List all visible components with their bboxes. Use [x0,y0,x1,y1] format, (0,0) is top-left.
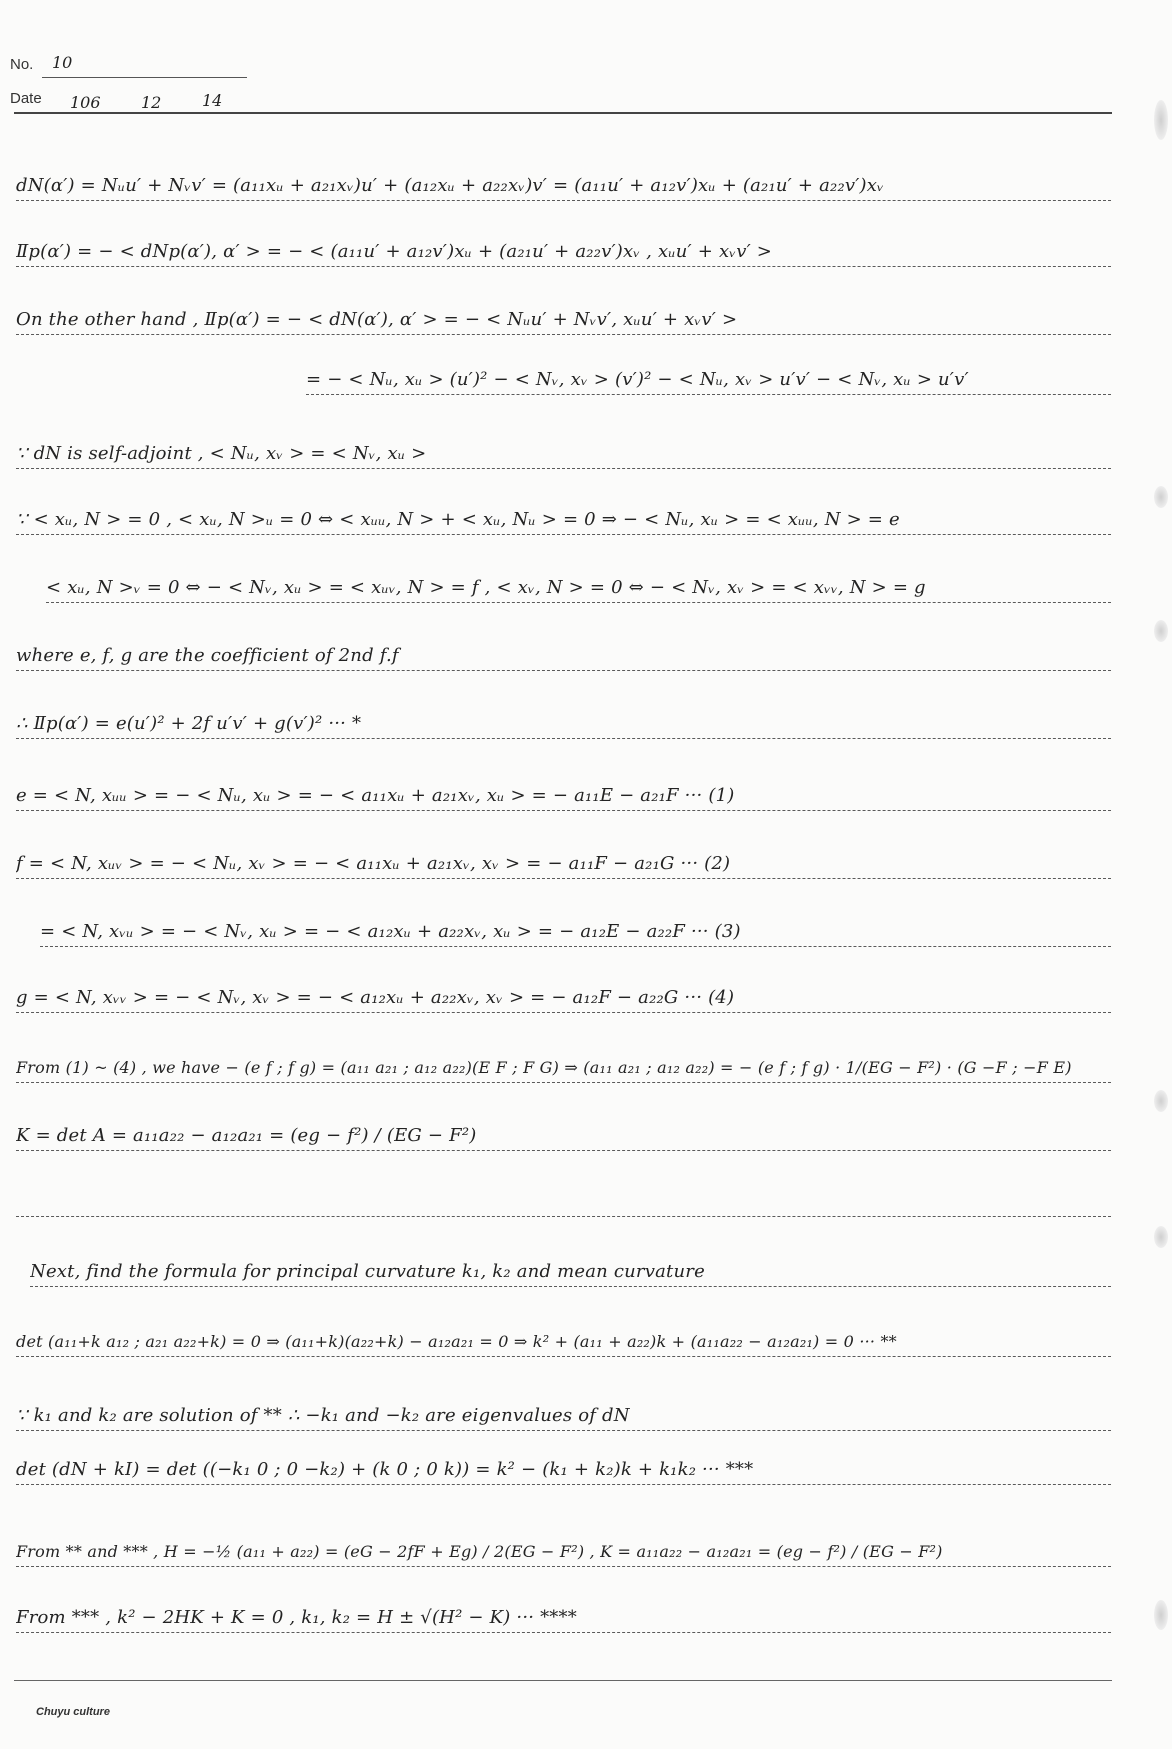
no-label: No. [10,56,34,73]
note-line: From ** and *** , H = −½ (a₁₁ + a₂₂) = (eG − 2fF + Eg) / 2(EG − F²) , K = a₁₁a₂₂ − a₁₂a₂₁ = (eg − f²) / (EG − F²) [16,1540,1111,1567]
note-line: On the other hand , Ⅱp(α′) = − < dN(α′), α′ > = − < Nᵤu′ + Nᵥv′, xᵤu′ + xᵥv′ > [16,308,1111,335]
binder-hole-mark [1154,1090,1168,1112]
note-line: f = < N, xᵤᵥ > = − < Nᵤ, xᵥ > = − < a₁₁xᵤ + a₂₁xᵥ, xᵥ > = − a₁₁F − a₂₁G ··· (2) [16,852,1111,879]
binder-hole-mark [1154,100,1168,140]
note-line: Ⅱp(α′) = − < dNp(α′), α′ > = − < (a₁₁u′ + a₁₂v′)xᵤ + (a₂₁u′ + a₂₂v′)xᵥ , xᵤu′ + xᵥv′ > [16,240,1111,267]
note-line: K = det A = a₁₁a₂₂ − a₁₂a₂₁ = (eg − f²) / (EG − F²) [16,1124,1111,1151]
note-line: From (1) ~ (4) , we have − (e f ; f g) = (a₁₁ a₂₁ ; a₁₂ a₂₂)(E F ; F G) ⇒ (a₁₁ a₂₁ ; a₁₂ a₂₂) = − (e f ; f g) · 1/(EG − F²) · (G −F ; −F E) [16,1056,1111,1083]
note-line: < xᵤ, N >ᵥ = 0 ⇔ − < Nᵥ, xᵤ > = < xᵤᵥ, N > = f , < xᵥ, N > = 0 ⇔ − < Nᵥ, xᵥ > = < xᵥᵥ, N > = g [46,576,1111,603]
note-line: From *** , k² − 2HK + K = 0 , k₁, k₂ = H ± √(H² − K) ··· **** [16,1606,1111,1633]
header-rule [14,112,1112,114]
note-line: det (dN + kI) = det ((−k₁ 0 ; 0 −k₂) + (k 0 ; 0 k)) = k² − (k₁ + k₂)k + k₁k₂ ··· *** [16,1458,1111,1485]
date-day: 14 [202,91,223,110]
blank-line [16,1190,1111,1217]
no-underline [42,77,247,78]
note-line: ∵ < xᵤ, N > = 0 , < xᵤ, N >ᵤ = 0 ⇔ < xᵤᵤ, N > + < xᵤ, Nᵤ > = 0 ⇒ − < Nᵤ, xᵤ > = < xᵤᵤ, N > = e [16,508,1111,535]
note-line: = − < Nᵤ, xᵤ > (u′)² − < Nᵥ, xᵥ > (v′)² − < Nᵤ, xᵥ > u′v′ − < Nᵥ, xᵤ > u′v′ [306,368,1111,395]
binder-hole-mark [1154,1600,1168,1630]
binder-hole-mark [1154,620,1168,642]
note-line: dN(α′) = Nᵤu′ + Nᵥv′ = (a₁₁xᵤ + a₂₁xᵥ)u′ + (a₁₂xᵤ + a₂₂xᵥ)v′ = (a₁₁u′ + a₁₂v′)xᵤ + (a₂₁u′ + a₂₂v′)xᵥ [16,174,1111,201]
binder-hole-mark [1154,486,1168,508]
note-line: ∵ dN is self-adjoint , < Nᵤ, xᵥ > = < Nᵥ, xᵤ > [16,442,1111,469]
note-line: det (a₁₁+k a₁₂ ; a₂₁ a₂₂+k) = 0 ⇒ (a₁₁+k)(a₂₂+k) − a₁₂a₂₁ = 0 ⇒ k² + (a₁₁ + a₂₂)k + (a₁₁a₂₂ − a₁₂a₂₁) = 0 ··· ** [16,1330,1111,1357]
note-line: e = < N, xᵤᵤ > = − < Nᵤ, xᵤ > = − < a₁₁xᵤ + a₂₁xᵥ, xᵤ > = − a₁₁E − a₂₁F ··· (1) [16,784,1111,811]
binder-hole-mark [1154,1226,1168,1248]
note-line: Next, find the formula for principal curvature k₁, k₂ and mean curvature [30,1260,1111,1287]
note-line: = < N, xᵥᵤ > = − < Nᵥ, xᵤ > = − < a₁₂xᵤ + a₂₂xᵥ, xᵤ > = − a₁₂E − a₂₂F ··· (3) [40,920,1111,947]
bottom-rule [14,1680,1112,1681]
footer-brand: Chuyu culture [36,1706,110,1718]
note-line: ∵ k₁ and k₂ are solution of ** ∴ −k₁ and −k₂ are eigenvalues of dN [16,1404,1111,1431]
note-line: where e, f, g are the coefficient of 2nd f.f [16,644,1111,671]
note-line: ∴ Ⅱp(α′) = e(u′)² + 2f u′v′ + g(v′)² ··· * [16,712,1111,739]
no-value: 10 [52,53,73,72]
date-month: 12 [141,93,162,112]
date-label: Date [10,90,42,107]
date-year: 106 [70,93,101,112]
note-line: g = < N, xᵥᵥ > = − < Nᵥ, xᵥ > = − < a₁₂xᵤ + a₂₂xᵥ, xᵥ > = − a₁₂F − a₂₂G ··· (4) [16,986,1111,1013]
